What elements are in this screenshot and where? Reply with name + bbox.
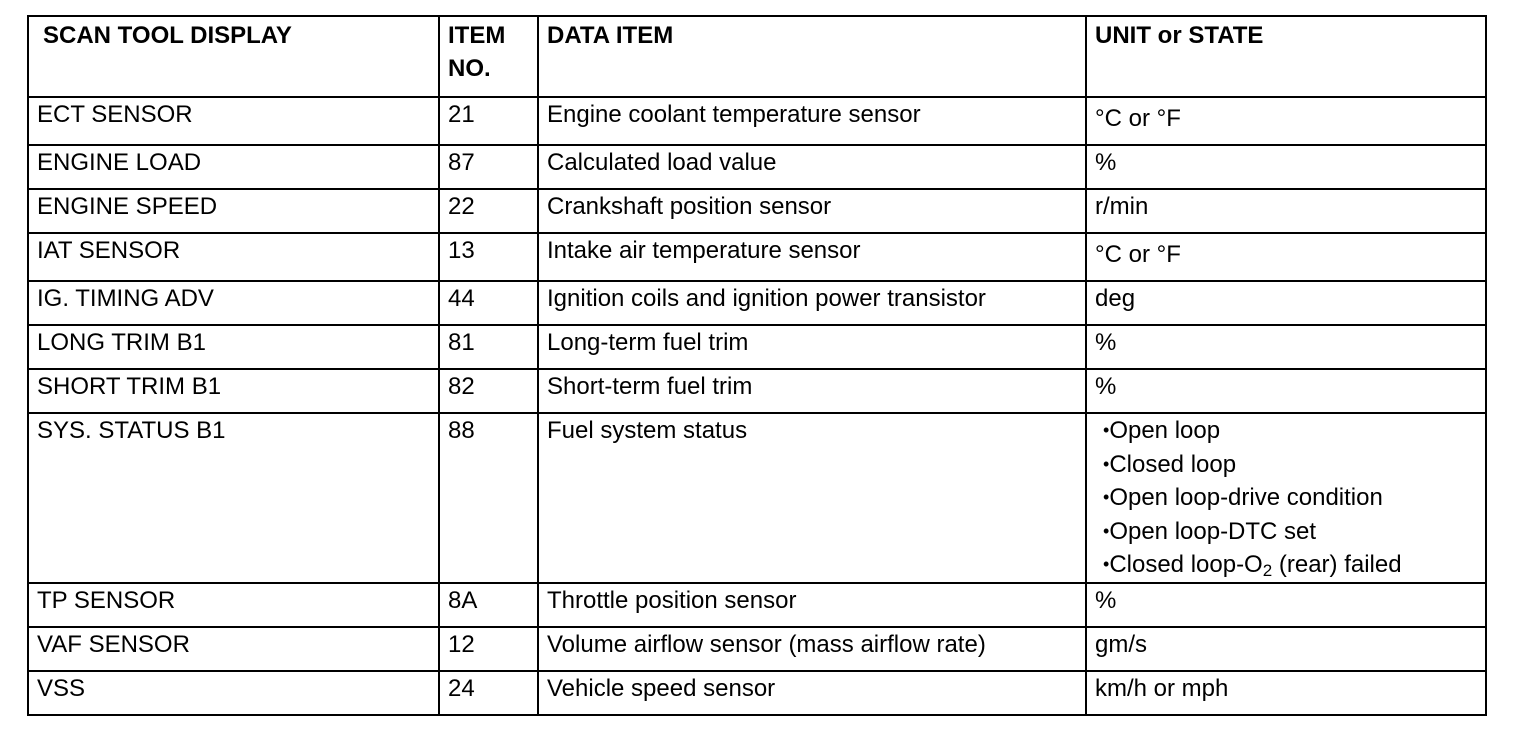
scan-tool-data-table: [27, 15, 1487, 716]
table-row: [28, 583, 1486, 627]
list-item: •Closed loop: [1103, 448, 1477, 482]
cell-item-no: 24: [439, 671, 538, 715]
cell-unit: %: [1086, 325, 1486, 369]
cell-item-no: 44: [439, 281, 538, 325]
cell-data-item: Intake air temperature sensor: [538, 233, 1086, 281]
cell-unit: °C or °F: [1086, 97, 1486, 145]
cell-display: ENGINE LOAD: [28, 145, 439, 189]
cell-display: IAT SENSOR: [28, 233, 439, 281]
cell-item-no: 88: [439, 413, 538, 583]
cell-display: VAF SENSOR: [28, 627, 439, 671]
list-item: •Open loop-drive condition: [1103, 481, 1477, 515]
bullet-icon: •: [1103, 487, 1110, 507]
cell-item-no: 22: [439, 189, 538, 233]
cell-unit: gm/s: [1086, 627, 1486, 671]
table-row: [28, 233, 1486, 281]
cell-display: VSS: [28, 671, 439, 715]
cell-item-no: 13: [439, 233, 538, 281]
table-row: [28, 145, 1486, 189]
cell-unit: %: [1086, 369, 1486, 413]
cell-data-item: Crankshaft position sensor: [538, 189, 1086, 233]
cell-display: ENGINE SPEED: [28, 189, 439, 233]
table-row: [28, 325, 1486, 369]
list-item: •Open loop-DTC set: [1103, 515, 1477, 549]
header-data-item: DATA ITEM: [538, 16, 1086, 97]
cell-display: IG. TIMING ADV: [28, 281, 439, 325]
bullet-icon: •: [1103, 554, 1110, 574]
cell-data-item: Volume airflow sensor (mass airflow rate): [538, 627, 1086, 671]
cell-data-item: Engine coolant temperature sensor: [538, 97, 1086, 145]
cell-data-item: Long-term fuel trim: [538, 325, 1086, 369]
cell-data-item: Calculated load value: [538, 145, 1086, 189]
fuel-system-state-list: [1095, 414, 1477, 582]
cell-unit: deg: [1086, 281, 1486, 325]
cell-unit: km/h or mph: [1086, 671, 1486, 715]
table-row: [28, 413, 1486, 583]
cell-display: LONG TRIM B1: [28, 325, 439, 369]
header-unit-or-state: UNIT or STATE: [1086, 16, 1486, 97]
cell-item-no: 87: [439, 145, 538, 189]
cell-item-no: 8A: [439, 583, 538, 627]
cell-item-no: 12: [439, 627, 538, 671]
header-item-no-line2: NO.: [448, 55, 491, 82]
cell-data-item: Vehicle speed sensor: [538, 671, 1086, 715]
table-row: [28, 281, 1486, 325]
header-scan-tool-display: SCAN TOOL DISPLAY: [28, 16, 439, 97]
bullet-icon: •: [1103, 520, 1110, 541]
cell-data-item: Throttle position sensor: [538, 583, 1086, 627]
cell-item-no: 81: [439, 325, 538, 369]
table-row: [28, 627, 1486, 671]
bullet-icon: •: [1103, 453, 1110, 474]
cell-item-no: 21: [439, 97, 538, 145]
cell-display: SYS. STATUS B1: [28, 413, 439, 583]
table-row: [28, 369, 1486, 413]
list-item: •Open loop: [1103, 414, 1477, 448]
cell-display: SHORT TRIM B1: [28, 369, 439, 413]
cell-unit: °C or °F: [1086, 233, 1486, 281]
cell-display: TP SENSOR: [28, 583, 439, 627]
table-row: [28, 97, 1486, 145]
header-row: [28, 16, 1486, 97]
cell-unit: r/min: [1086, 189, 1486, 233]
header-item-no: [439, 16, 538, 97]
list-item: •Closed loop-$O_2$ (rear) failed: [1103, 548, 1477, 582]
cell-unit: %: [1086, 583, 1486, 627]
cell-data-item: Short-term fuel trim: [538, 369, 1086, 413]
cell-display: ECT SENSOR: [28, 97, 439, 145]
bullet-icon: •: [1103, 420, 1110, 440]
cell-unit: %: [1086, 145, 1486, 189]
table-row: [28, 671, 1486, 715]
cell-states: [1086, 413, 1486, 583]
header-item-no-line1: ITEM: [448, 22, 506, 49]
cell-data-item: Ignition coils and ignition power transistor: [538, 281, 1086, 325]
table-row: [28, 189, 1486, 233]
cell-item-no: 82: [439, 369, 538, 413]
cell-data-item: Fuel system status: [538, 413, 1086, 583]
